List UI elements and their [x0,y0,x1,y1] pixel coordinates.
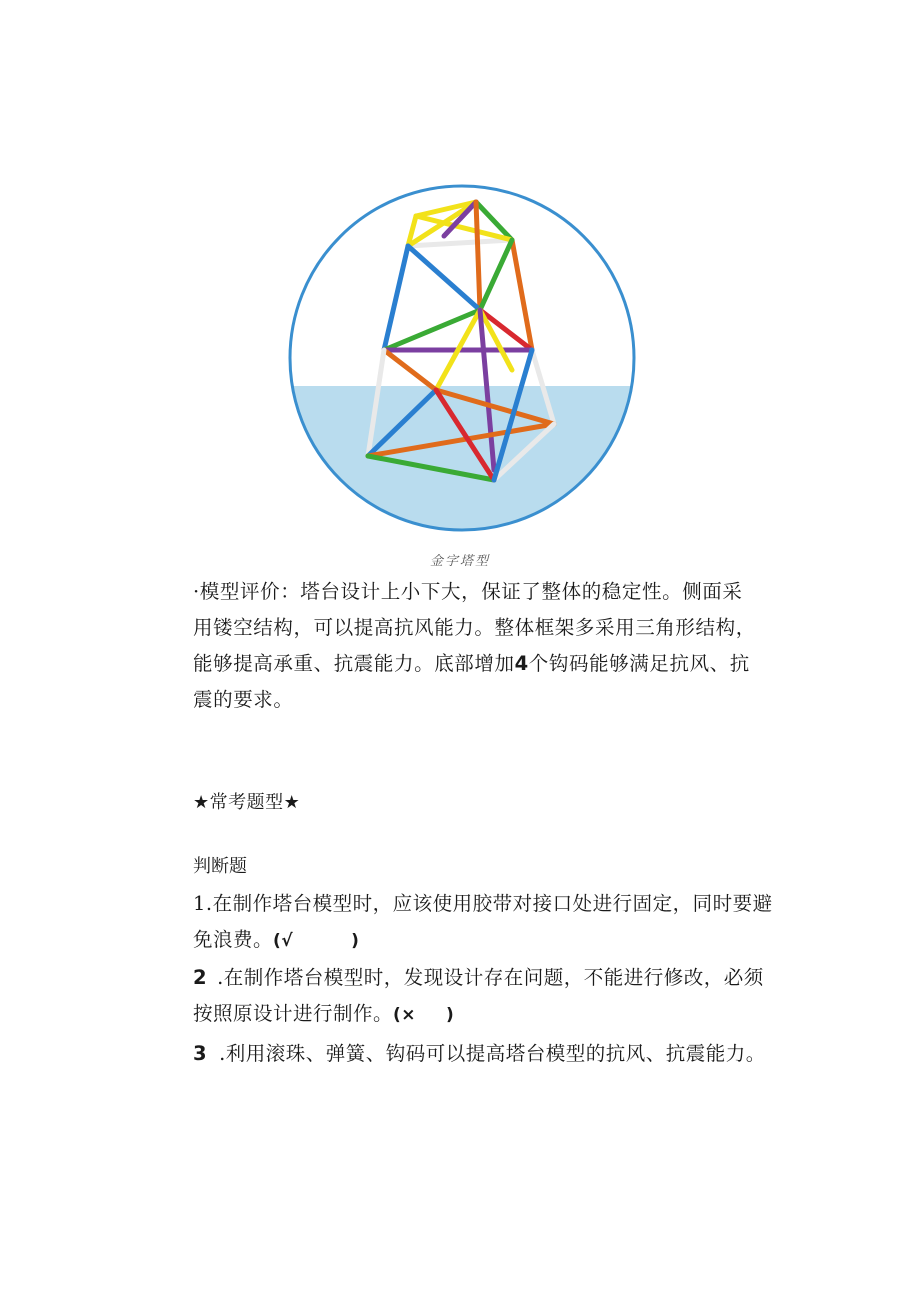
question-text: .在制作塔台模型时，发现设计存在问题，不能进行修改，必须 [217,966,764,989]
figure-caption: 金字塔型 [429,554,490,569]
evaluation-text: 能够提高承重、抗震能力。底部增加 [193,652,515,675]
question-text: 在制作塔台模型时，应该使用胶带对接口处进行固定，同时要避 [212,892,773,915]
question-line [193,1036,766,1072]
tower-model-figure [284,180,640,536]
answer-open: (× [393,1005,417,1025]
evaluation-line: 用镂空结构，可以提高抗风能力。整体框架多采用三角形结构， [193,616,756,639]
answer-close: ) [351,931,360,951]
question-line [193,886,773,922]
question-line [193,996,753,1033]
evaluation-line: ·模型评价：塔台设计上小下大，保证了整体的稳定性。侧面采 [193,580,743,603]
question-type-heading: 判断题 [193,856,247,877]
answer-close: ) [446,1005,455,1025]
question-text: 按照原设计进行制作。 [193,1002,394,1025]
question-number: 3 [193,1042,208,1065]
evaluation-line [193,646,750,682]
model-evaluation [193,574,756,718]
tower-model-photo [284,180,640,536]
weight-count: 4 [514,652,529,675]
question-text: .利用滚珠、弹簧、钩码可以提高塔台模型的抗风、抗震能力。 [219,1042,766,1065]
water-background [284,386,640,536]
question-number: 2 [193,966,208,989]
question-number: 1. [193,892,213,915]
evaluation-line: 震的要求。 [193,688,294,711]
question-item [193,1036,766,1072]
evaluation-text: 个钩码能够满足抗风、抗 [528,652,750,675]
question-text: 免浪费。 [193,928,274,951]
question-line [193,922,753,959]
question-line [193,960,764,996]
question-item [193,886,773,959]
section-title: ★常考题型★ [193,792,301,813]
question-item [193,960,764,1033]
answer-open: (√ [273,931,294,951]
